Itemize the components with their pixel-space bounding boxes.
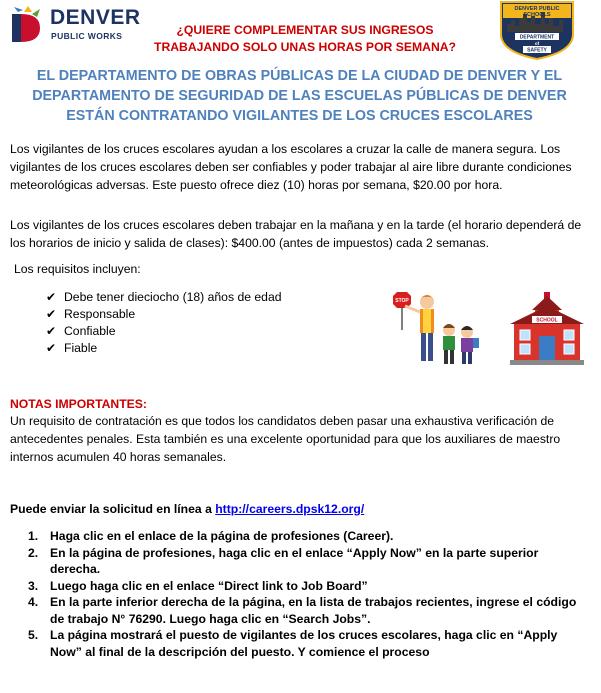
denver-public-works-logo <box>10 6 150 46</box>
school-building-icon <box>508 292 586 366</box>
step-text: Haga clic en el enlace de la página de profesiones (Career). <box>50 529 394 543</box>
notes-title: NOTAS IMPORTANTES: <box>10 397 147 411</box>
step-number: 3. <box>28 578 39 593</box>
crossing-guard-icon <box>393 290 493 370</box>
logo-wordmark: DENVER <box>50 6 141 29</box>
apply-intro-text: Puede enviar la solicitud en línea a <box>10 502 216 516</box>
stop-sign-label: STOP <box>395 298 409 304</box>
step-text: La página mostrará el puesto de vigilantes de los cruces escolares, haga clic en “Apply Now” al final de la descripción del puesto. Y comience el proceso <box>50 628 558 659</box>
list-item: ✔ Debe tener dieciocho (18) años de edad <box>46 290 282 304</box>
notes-paragraph: Un requisito de contratación es que todos los candidatos deben pasar una exhaustiva verificación de antecedentes penales. Esta también es una excelente oportunidad para que los auxiliares de maestro internos acumulen 40 horas semanales. <box>10 414 561 464</box>
step-text: En la página de profesiones, haga clic en el enlace “Apply Now” en la parte superior derecha. <box>50 545 539 576</box>
list-item <box>28 594 588 627</box>
svg-text:SAFETY: SAFETY <box>527 47 547 54</box>
badge-shield-icon <box>497 0 577 60</box>
step-number: 2. <box>28 545 39 560</box>
department-title-line: EL DEPARTAMENTO DE OBRAS PÚBLICAS DE LA CIUDAD DE DENVER Y EL <box>36 68 563 84</box>
schedule-paragraph: Los vigilantes de los cruces escolares deben trabajar en la mañana y en la tarde (el horario dependerá de los horarios de inicio y salida de clases): $400.00 (antes de impuestos) cada 2 semanas. <box>10 218 582 250</box>
list-item: ✔ Fiable <box>46 341 98 355</box>
department-title-line: DEPARTAMENTO DE SEGURIDAD DE LAS ESCUELAS PÚBLICAS DE DENVER <box>32 88 567 104</box>
school-building-illustration <box>508 292 586 366</box>
svg-text:DEPARTMENT: DEPARTMENT <box>519 34 555 41</box>
requirements-list <box>46 289 282 357</box>
list-item <box>28 528 588 545</box>
header-question <box>150 22 460 56</box>
careers-link[interactable]: http://careers.dpsk12.org/ <box>215 502 365 516</box>
header-question-line: ¿QUIERE COMPLEMENTAR SUS INGRESOS <box>176 23 434 37</box>
apply-line <box>10 502 364 516</box>
crossing-guard-illustration <box>393 290 493 370</box>
list-item: ✔ Confiable <box>46 324 116 338</box>
check-icon: ✔ <box>46 307 57 321</box>
step-text: En la parte inferior derecha de la página, en la lista de trabajos recientes, ingrese el código de trabajo N° 76290. Luego haga clic en “Search Jobs”. <box>50 595 577 626</box>
step-number: 5. <box>28 628 39 642</box>
list-item <box>28 578 588 595</box>
header-question-line: TRABAJANDO SOLO UNAS HORAS POR SEMANA? <box>154 40 456 54</box>
step-number: 1. <box>28 529 39 543</box>
list-item: ✔ Responsable <box>46 307 136 321</box>
requirements-label: Los requisitos incluyen: <box>14 262 141 276</box>
school-sign-label: SCHOOL <box>536 317 558 324</box>
svg-text:of: of <box>534 41 540 46</box>
department-title <box>8 66 591 126</box>
check-icon: ✔ <box>46 324 57 338</box>
step-number: 4. <box>28 595 39 609</box>
check-icon: ✔ <box>46 341 57 355</box>
svg-text:SCHOOLS: SCHOOLS <box>523 12 551 18</box>
dps-safety-badge <box>497 0 577 60</box>
list-item <box>28 545 588 578</box>
denver-logo-mark-icon <box>10 6 46 46</box>
step-text: Luego haga clic en el enlace “Direct link to Job Board” <box>50 578 368 593</box>
steps-list <box>28 528 588 660</box>
svg-text:DENVER PUBLIC: DENVER PUBLIC <box>514 6 560 12</box>
logo-subtitle: PUBLIC WORKS <box>51 31 123 41</box>
list-item <box>28 627 588 660</box>
department-title-line: ESTÁN CONTRATANDO VIGILANTES DE LOS CRUCES ESCOLARES <box>66 108 533 124</box>
check-icon: ✔ <box>46 290 57 304</box>
intro-paragraph: Los vigilantes de los cruces escolares ayudan a los escolares a cruzar la calle de manera segura. Los vigilantes de los cruces escolares deben ser confiables y poder trabajar al aire libre durante condiciones meteorológicas adversas. Este puesto ofrece diez (10) horas por semana, $20.00 por hora. <box>10 142 572 192</box>
